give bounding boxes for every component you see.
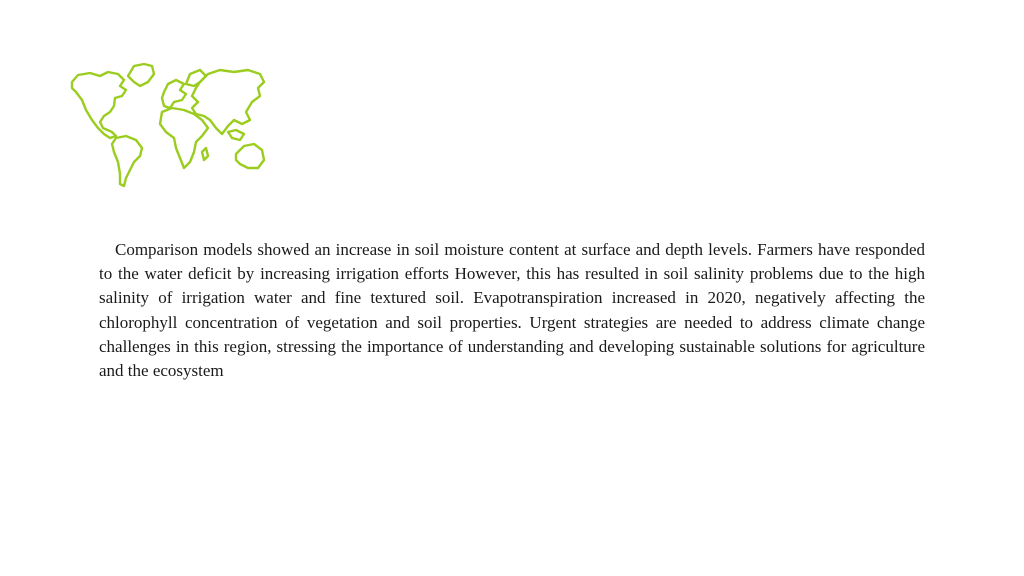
australia-outline — [236, 144, 264, 168]
arctic-islands-outline — [128, 64, 154, 86]
world-map-icon — [68, 62, 268, 190]
north-america-outline — [72, 72, 126, 138]
madagascar-outline — [202, 148, 208, 160]
asia-outline — [192, 70, 264, 134]
europe-outline — [162, 80, 186, 108]
africa-outline — [160, 108, 208, 168]
southeast-asia-islands-outline — [228, 130, 244, 140]
south-america-outline — [112, 136, 142, 186]
body-paragraph: Comparison models showed an increase in soil moisture content at surface and depth levels. Farmers have responded to the water deficit by increasing irrigation efforts However, this has resulted in soil salinity problems due to the high salinity of irrigation water and fine textured soil. Evapotranspiration increased in 2020, negatively affecting the chlorophyll concentration of vegetation and soil properties. Urgent strategies are needed to address climate change challenges in this region, stressing the importance of understanding and developing sustainable solutions for agriculture and the ecosystem — [99, 240, 925, 381]
